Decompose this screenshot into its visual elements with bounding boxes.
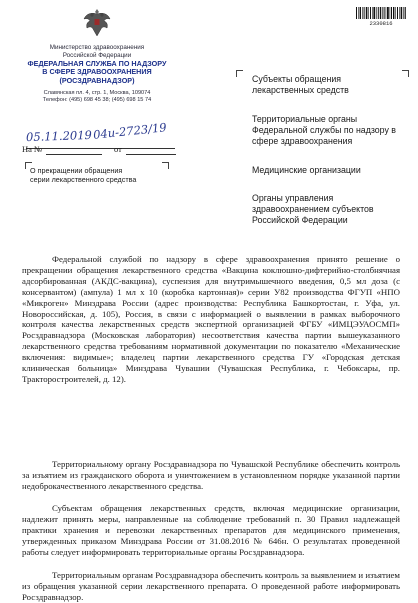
addressee-entry	[252, 165, 402, 176]
letter-subject	[30, 167, 160, 184]
addressee-entry	[252, 114, 402, 146]
addressee-entry	[252, 193, 402, 225]
addressee-line: Субъекты обращения	[252, 74, 342, 84]
address-line: Телефон: (495) 698 45 38; (495) 698 15 74	[42, 97, 152, 103]
addressee-entry	[252, 74, 402, 96]
addressee-line: Федеральной службы по надзору в	[252, 124, 396, 135]
handwritten-number: 04u-2723/19	[92, 120, 168, 142]
ministry-name	[30, 44, 164, 59]
subject-corner-right	[162, 162, 169, 169]
agency-address	[26, 90, 168, 104]
agency-name	[18, 60, 176, 85]
handwritten-date: 05.11.2019	[25, 127, 93, 145]
subject-line: серии лекарственного средства	[30, 174, 137, 184]
body-paragraph: Федеральной службой по надзору в сфере здравоохранения принято решение о прекращении обращения лекарственного средства «Вакцина коклюшно-дифтерийно-столбнячная адсорбированная (АКДС-вакцина), суспензия для внутримышечного введения, 0,5 мл доза (с консервантом) (ампула) 1 мл х 10 (коробка картонная)» серии У82 производства ФГУП «НПО «Микроген» Минздрава России (адрес производства: Республика Башкортостан, г. Уфа, ул. Новороссийская, д. 105), Россия, в связи с информацией о выявлении в рамках выборочного контроля качества лекарственных средств экспертной организацией ФГБУ «ИМЦЭУАОСМП» Росздравнадзора (Московская лаборатория) несоответствия качества партии вышеуказанного лекарственного средства требованиям нормативной документации по показателю «Механические включения: видимые»; владелец партии лекарственного средства ГУ «Городская детская клиническая больница» Минздрава Чувашии (Чувашская Республика, г. Чебоксары, пр. Тракторостроителей, д. 12).	[22, 254, 400, 384]
coat-of-arms-icon	[82, 6, 112, 40]
address-line: Славянская пл. 4, стр. 1, Москва, 109074	[43, 90, 151, 96]
barcode-number: 2330816	[369, 20, 393, 27]
addressee-line: лекарственных средств	[252, 84, 349, 95]
ministry-line: Российской Федерации	[62, 51, 132, 59]
addressee-line: здравоохранением субъектов	[252, 203, 374, 214]
agency-line: В СФЕРЕ ЗДРАВООХРАНЕНИЯ	[42, 67, 152, 77]
addressee-line: сфере здравоохранения	[252, 135, 353, 146]
subject-line: О прекращении обращения	[30, 166, 123, 175]
agency-line: (РОСЗДРАВНАДЗОР)	[59, 75, 135, 85]
number-line	[93, 148, 175, 149]
addressee-line: Российской Федерации	[252, 214, 348, 225]
ref-number-line	[46, 154, 102, 155]
barcode	[356, 7, 406, 19]
addressee-corner-left	[236, 70, 243, 77]
agency-line: ФЕДЕРАЛЬНАЯ СЛУЖБА ПО НАДЗОРУ	[27, 59, 167, 68]
reference-no-label: На №	[22, 144, 43, 154]
reference-from-label: от	[114, 144, 122, 154]
body-paragraph: Территориальному органу Росздравнадзора по Чувашской Республике обеспечить контроль за изъятием из гражданского оборота и уничтожением в установленном порядке указанной партии недоброкачественного лекарственного средства.	[22, 459, 400, 491]
addressee-line: Органы управления	[252, 193, 334, 203]
addressee-line: Территориальные органы	[252, 114, 358, 124]
addressee-corner-right	[402, 70, 409, 77]
ministry-line: Министерство здравоохранения	[49, 44, 145, 51]
addressee-line: Медицинские организации	[252, 165, 361, 175]
body-paragraph: Субъектам обращения лекарственных средств, включая медицинские организации, надлежит принять меры, направленные на соблюдение требований п. 30 Правил надлежащей практики хранения и перевозки лекарственных препаратов для медицинского применения, утвержденных приказом Минздрава России от 31.08.2016 № 646н. О результатах проведенной работы следует информировать территориальные органы Росздравнадзора.	[22, 503, 400, 557]
body-paragraph: Территориальным органам Росздравнадзора обеспечить контроль за выявлением и изъятием из обращения указанной серии лекарственного препарата. О проведенной работе информировать Росздравнадзор.	[22, 570, 400, 602]
ref-date-line	[126, 154, 176, 155]
